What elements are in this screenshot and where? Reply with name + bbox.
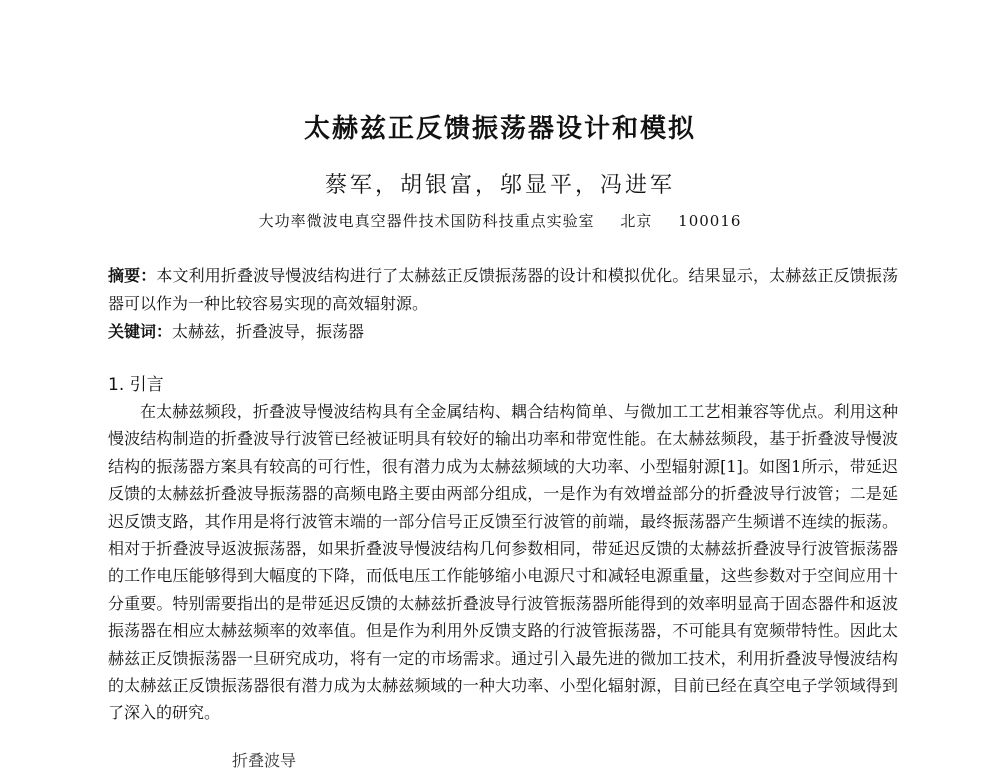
affiliation-postcode: 100016	[678, 212, 742, 230]
author-list: 蔡军，胡银富，邬显平，冯进军	[324, 173, 675, 198]
introduction-paragraph: 在太赫兹频段，折叠波导慢波结构具有全金属结构、耦合结构简单、与微加工工艺相兼容等优点。利用这种慢波结构制造的折叠波导行波管已经被证明具有较好的输出功率和带宽性能。在太赫兹频段，基于折叠波导慢波结构的振荡器方案具有较高的可行性，很有潜力成为太赫兹频域的大功率、小型辐射源[1]。如图1所示，带延迟反馈的太赫兹折叠波导振荡器的高频电路主要由两部分组成，一是作为有效增益部分的折叠波导行波管；二是延迟反馈支路，其作用是将行波管末端的一部分信号正反馈至行波管的前端，最终振荡器产生频谱不连续的振荡。相对于折叠波导返波振荡器，如果折叠波导慢波结构几何参数相同，带延迟反馈的太赫兹折叠波导行波管振荡器的工作电压能够得到大幅度的下降，而低电压工作能够缩小电源尺寸和减轻电源重量，这些参数对于空间应用十分重要。特别需要指出的是带延迟反馈的太赫兹折叠波导行波管振荡器所能得到的效率明显高于固态器件和返波振荡器在相应太赫兹频率的效率值。但是作为利用外反馈支路的行波管振荡器，不可能具有宽频带特性。因此太赫兹正反馈振荡器一旦研究成功，将有一定的市场需求。通过引入最先进的微加工技术，利用折叠波导慢波结构的太赫兹正反馈振荡器很有潜力成为太赫兹频域的一种大功率、小型化辐射源，目前已经在真空电子学领域得到了深入的研究。	[108, 402, 898, 723]
keywords-text: 太赫兹，折叠波导，振荡器	[172, 322, 365, 341]
section-heading-introduction: 1. 引言	[108, 375, 164, 395]
keywords	[108, 318, 898, 346]
affiliation-line	[0, 210, 1000, 231]
affiliation-city: 北京	[620, 212, 653, 230]
paper-title: 太赫兹正反馈振荡器设计和模拟	[303, 114, 696, 144]
keywords-label: 关键词：	[108, 322, 173, 341]
abstract-text: 本文利用折叠波导慢波结构进行了太赫兹正反馈振荡器的设计和模拟优化。结果显示，太赫兹正反馈振荡器可以作为一种比较容易实现的高效辐射源。	[108, 266, 898, 313]
abstract	[108, 262, 898, 318]
abstract-label: 摘要：	[108, 266, 157, 285]
cutoff-text: 折叠波导	[232, 751, 297, 770]
affiliation-lab: 大功率微波电真空器件技术国防科技重点实验室	[258, 212, 595, 230]
